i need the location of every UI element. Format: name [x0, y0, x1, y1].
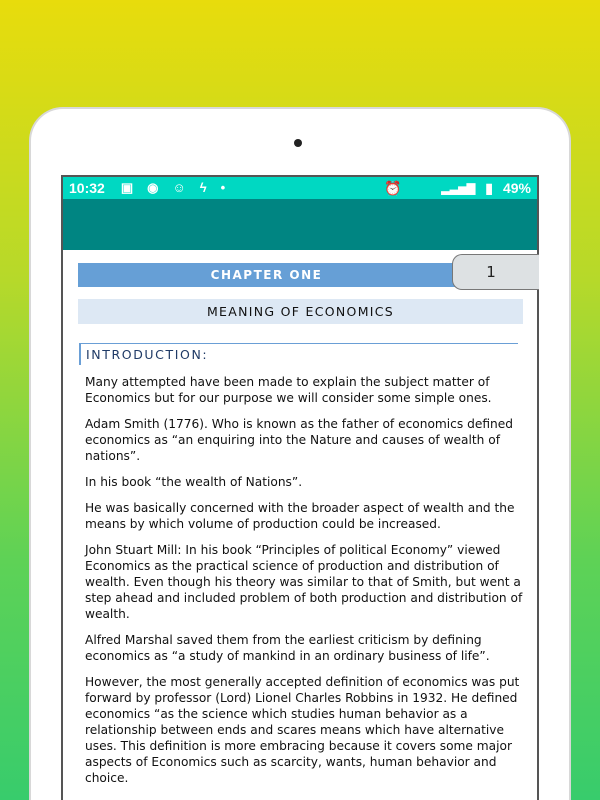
- camera-icon: [294, 139, 302, 147]
- document-body: [85, 374, 525, 796]
- page-number-badge[interactable]: 1: [452, 254, 539, 290]
- battery-icon: ▮: [485, 179, 493, 196]
- paragraph: In his book “the wealth of Nations”.: [85, 475, 303, 489]
- alarm-icon: ⏰: [383, 179, 402, 196]
- document-title: MEANING OF ECONOMICS: [78, 299, 523, 324]
- signal-icon: ▂▃▅▇: [441, 182, 476, 195]
- paragraph: He was basically concerned with the broader aspect of wealth and the means by which volume of production could be increased.: [85, 501, 515, 531]
- screen: [61, 175, 539, 800]
- paragraph: John Stuart Mill: In his book “Principles of political Economy” viewed Economics as the practical science of production and distribution of wealth. Even though his theory was similar to that of Smith, but went a step ahead and included problem of both production and distribution of wealth.: [85, 543, 523, 621]
- dot-icon: •: [220, 180, 226, 195]
- status-bar: [63, 177, 537, 199]
- paragraph: Alfred Marshal saved them from the earliest criticism by defining economics as “a study of mankind in an ordinary business of life”.: [85, 633, 490, 663]
- paragraph: However, the most generally accepted definition of economics was put forward by professor (Lord) Lionel Charles Robbins in 1932. He defined economics “as the science which studies human behavior as a relationship between ends and scares means which have alternative uses. This definition is more embracing because it covers some major aspects of Economics such as scarcity, wants, human behavior and choice.: [85, 675, 520, 785]
- paragraph: Many attempted have been made to explain the subject matter of Economics but for our purpose we will consider some simple ones.: [85, 375, 492, 405]
- screenshot-icon: ▣: [120, 180, 134, 195]
- app-bar: [63, 199, 537, 250]
- chapter-heading: CHAPTER ONE: [78, 263, 455, 287]
- hotspot-icon: ◉: [147, 180, 159, 195]
- paragraph: Adam Smith (1776). Who is known as the father of economics defined economics as “an enquiring into the Nature and causes of wealth of nations”.: [85, 417, 513, 463]
- app-notification-icon: ☺: [172, 180, 186, 195]
- battery-level: 49%: [502, 180, 531, 196]
- charging-icon: ϟ: [199, 180, 207, 195]
- section-heading: INTRODUCTION:: [79, 343, 518, 365]
- status-time: 10:32: [69, 180, 105, 196]
